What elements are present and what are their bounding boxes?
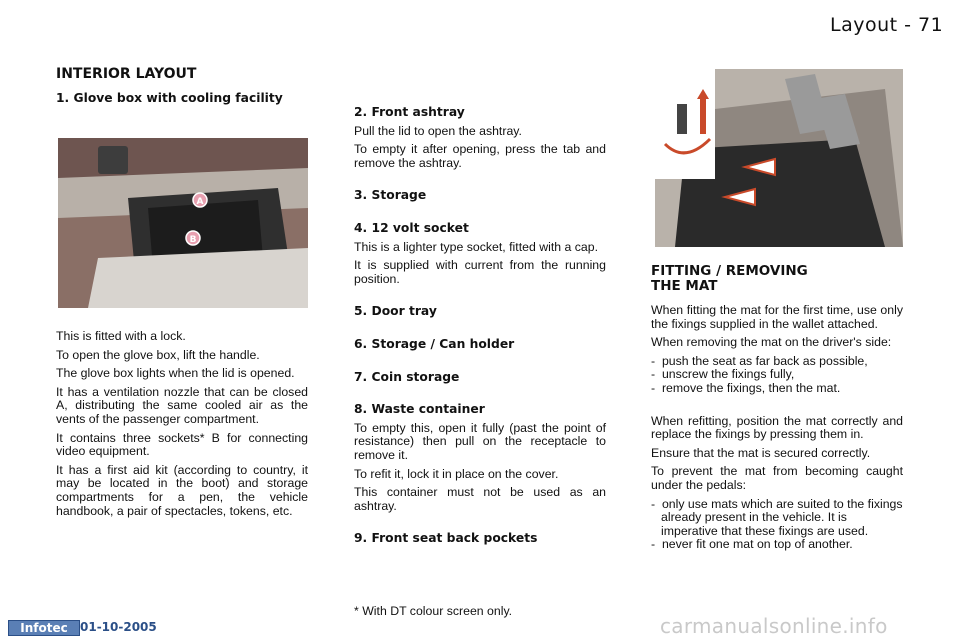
item-6-heading: 6. Storage / Can holder (354, 336, 515, 351)
list-item: - remove the fixings, then the mat. (651, 382, 903, 396)
item-2-p1: Pull the lid to open the ashtray. (354, 123, 522, 138)
list-item: - never fit one mat on top of another. (651, 538, 903, 552)
infotec-logo: Infotec (8, 620, 80, 636)
list-item: - push the seat as far back as possible, (651, 355, 903, 369)
column-1-top (56, 92, 308, 111)
column-2 (354, 106, 606, 551)
watermark: carmanualsonline.info (660, 614, 888, 638)
footer-date: 01-10-2005 (80, 620, 157, 634)
mat-p3: When refitting, position the mat correctly and replace the fixings by pressing them in. (651, 413, 903, 442)
mat-photo (655, 69, 903, 247)
item-9-heading: 9. Front seat back pockets (354, 531, 538, 546)
item-2-p2: To empty it after opening, press the tab and remove the ashtray. (354, 142, 606, 170)
item-2-heading: 2. Front ashtray (354, 105, 465, 119)
item-4-heading: 4. 12 volt socket (354, 220, 469, 235)
item-8-p2: To refit it, lock it in place on the cover. (354, 466, 559, 481)
mat-illustration (655, 69, 903, 247)
glove-box-p5: It contains three sockets* B for connecting video equipment. (56, 430, 308, 459)
column-3 (651, 264, 903, 557)
mat-p2: When removing the mat on the driver's side: (651, 335, 892, 350)
section-title: INTERIOR LAYOUT (56, 66, 197, 82)
mat-list-2 (651, 498, 903, 552)
item-4-p2: It is supplied with current from the running position. (354, 258, 606, 286)
mat-list-1 (651, 355, 903, 396)
item-7-heading: 7. Coin storage (354, 369, 460, 384)
mat-heading-line-2: THE MAT (651, 278, 718, 294)
photo-label-b: B (189, 235, 197, 245)
glove-box-illustration (58, 138, 308, 308)
list-item: - only use mats which are suited to the fixings already present in the vehicle. It is imperative that these fixings are used. (651, 498, 903, 539)
glove-box-p1: This is fitted with a lock. (56, 329, 186, 343)
item-5-heading: 5. Door tray (354, 304, 437, 319)
glove-box-p4: It has a ventilation nozzle that can be closed A, distributing the same cooled air as the vents of the passenger compartment. (56, 384, 308, 426)
item-4-p1: This is a lighter type socket, fitted with a cap. (354, 239, 598, 254)
item-8-p3: This container must not be used as an ashtray. (354, 485, 606, 513)
mat-p4: Ensure that the mat is secured correctly. (651, 445, 871, 460)
item-1-heading: 1. Glove box with cooling facility (56, 91, 283, 105)
glove-box-p3: The glove box lights when the lid is opened. (56, 366, 295, 381)
photo-label-a: A (196, 197, 204, 207)
page-header: Layout - 71 (830, 14, 944, 36)
glove-box-p6: It has a first aid kit (according to country, it may be located in the boot) and storage compartments for a pen, the vehicle handbook, a pair of spectacles, tokens, etc. (56, 462, 308, 518)
mat-p1: When fitting the mat for the first time, use only the fixings supplied in the wallet attached. (651, 303, 903, 331)
column-1-text (56, 330, 308, 523)
item-3-heading: 3. Storage (354, 188, 427, 203)
glove-box-photo (58, 138, 308, 308)
item-8-p1: To empty this, open it fully (past the point of resistance) then pull on the receptacle to remove it. (354, 420, 606, 462)
item-8-heading: 8. Waste container (354, 402, 485, 417)
footnote: * With DT colour screen only. (354, 604, 513, 618)
mat-section-heading (651, 264, 903, 294)
mat-p5: To prevent the mat from becoming caught under the pedals: (651, 464, 903, 492)
glove-box-p2: To open the glove box, lift the handle. (56, 347, 260, 362)
mat-heading-line-1: FITTING / REMOVING (651, 263, 808, 279)
list-item: - unscrew the fixings fully, (651, 368, 903, 382)
